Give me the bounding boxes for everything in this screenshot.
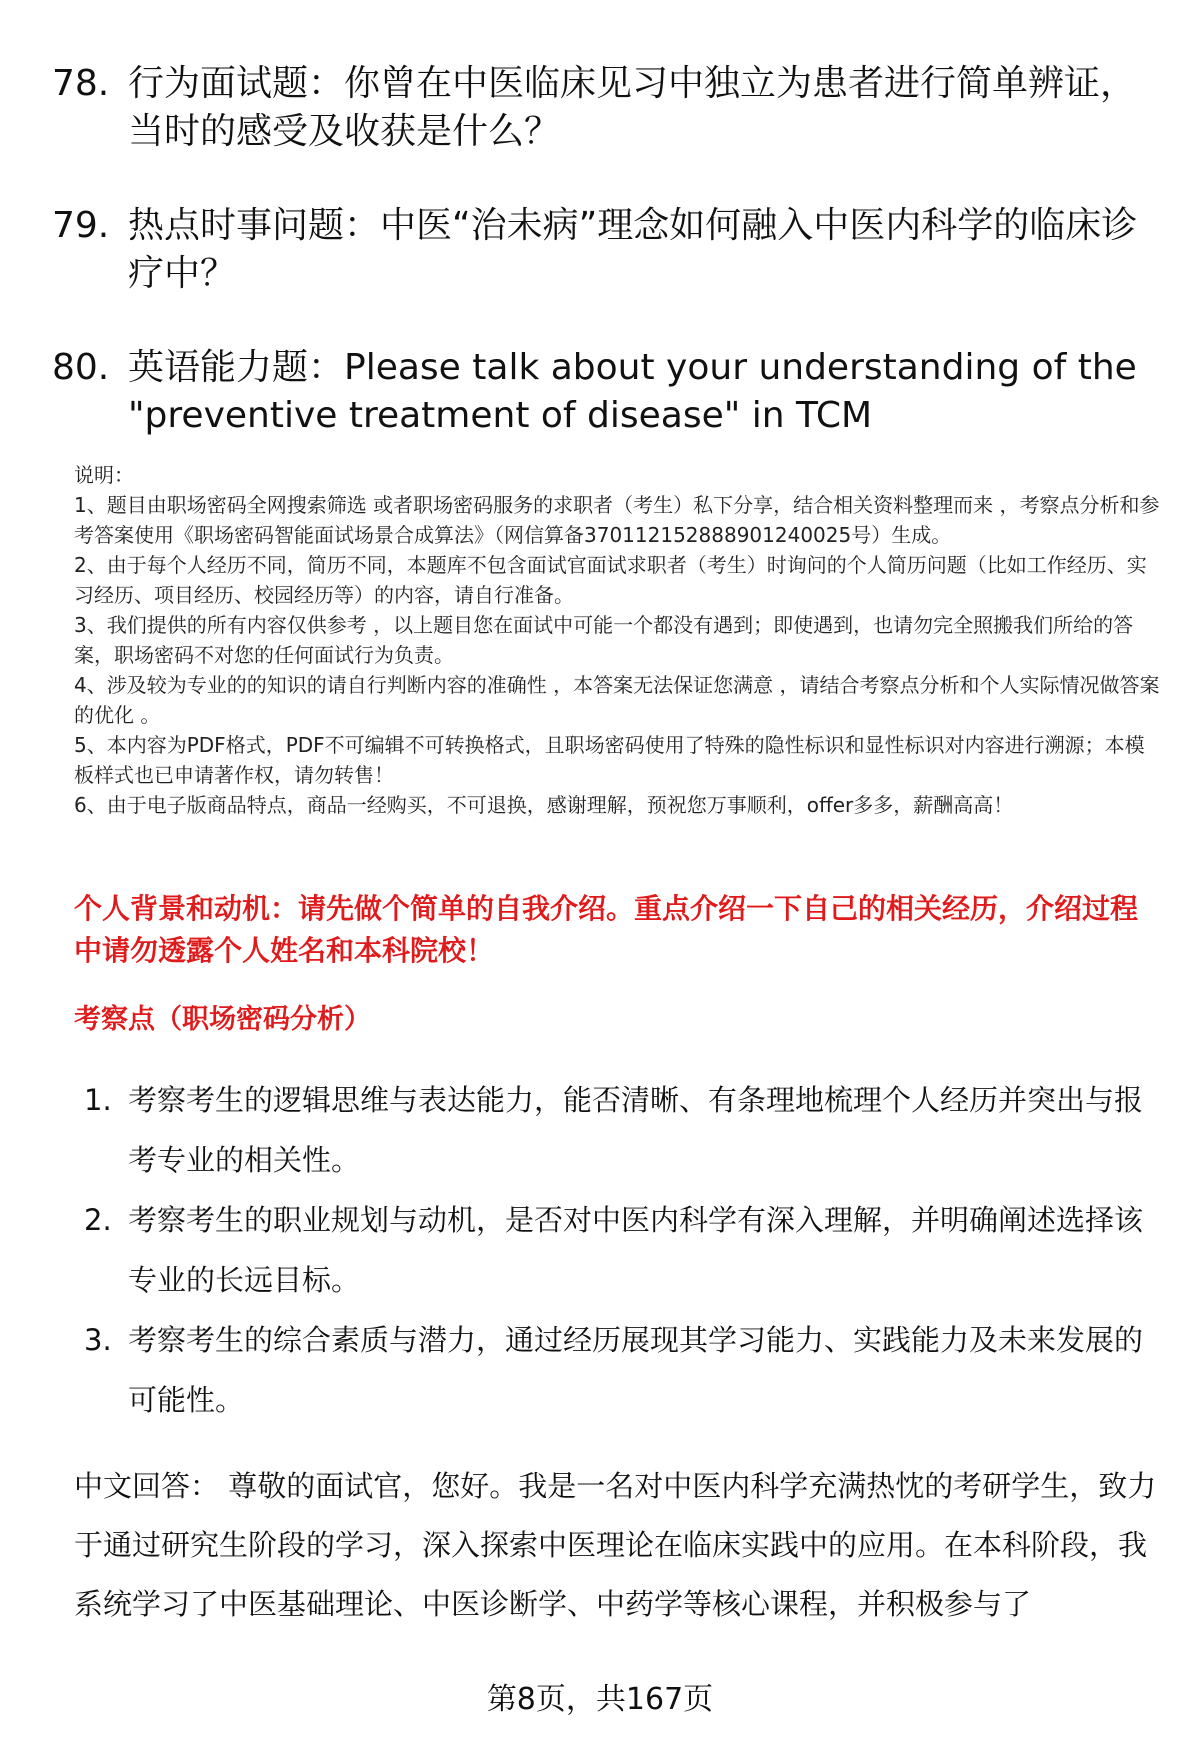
section-heading: 个人背景和动机：请先做个简单的自我介绍。重点介绍一下自己的相关经历，介绍过程中请勿透露个人姓名和本科院校！ bbox=[74, 892, 1139, 967]
page-number: 第8页，共167页 bbox=[486, 1682, 714, 1717]
question-text: 行为面试题：你曾在中医临床见习中独立为患者进行简单辨证，当时的感受及收获是什么？ bbox=[128, 63, 1137, 152]
question-number: 80. bbox=[52, 347, 110, 388]
assessment-text: 考察考生的逻辑思维与表达能力，能否清晰、有条理地梳理个人经历并突出与报考专业的相关性。 bbox=[128, 1083, 1144, 1177]
question-number: 79. bbox=[52, 205, 110, 246]
assessment-text: 考察考生的综合素质与潜力，通过经历展现其学习能力、实践能力及未来发展的可能性。 bbox=[128, 1323, 1144, 1417]
note-item: 2、由于每个人经历不同，简历不同，本题库不包含面试官面试求职者（考生）时询问的个人简历问题（比如工作经历、实习经历、项目经历、校园经历等）的内容，请自行准备。 bbox=[74, 553, 1147, 607]
question-item bbox=[52, 344, 1152, 440]
assessment-number: 2. bbox=[84, 1203, 112, 1237]
assessment-point bbox=[84, 1070, 1154, 1190]
notes-block bbox=[74, 460, 1164, 820]
question-number: 78. bbox=[52, 63, 110, 104]
note-item: 5、本内容为PDF格式，PDF不可编辑不可转换格式，且职场密码使用了特殊的隐性标识和显性标识对内容进行溯源；本模板样式也已申请著作权，请勿转售！ bbox=[74, 733, 1145, 787]
question-text: 热点时事问题：中医“治未病”理念如何融入中医内科学的临床诊疗中？ bbox=[128, 205, 1138, 294]
section-subheading: 考察点（职场密码分析） bbox=[74, 1004, 371, 1035]
assessment-number: 3. bbox=[84, 1323, 112, 1357]
note-item: 1、题目由职场密码全网搜索筛选 或者职场密码服务的求职者（考生）私下分享，结合相关资料整理而来 ，考察点分析和参考答案使用《职场密码智能面试场景合成算法》（网信算备370112152888901240025号）生成。 bbox=[74, 493, 1160, 547]
answer-paragraph: 中文回答： 尊敬的面试官，您好。我是一名对中医内科学充满热忱的考研学生，致力于通过研究生阶段的学习，深入探索中医理论在临床实践中的应用。在本科阶段，我系统学习了中医基础理论、中医诊断学、中药学等核心课程，并积极参与了 bbox=[74, 1469, 1157, 1621]
assessment-point-list bbox=[84, 1070, 1154, 1430]
notes-title: 说明： bbox=[74, 463, 134, 487]
question-item bbox=[52, 60, 1152, 156]
note-item: 3、我们提供的所有内容仅供参考 ，以上题目您在面试中可能一个都没有遇到；即使遇到，也请勿完全照搬我们所给的答案，职场密码不对您的任何面试行为负责。 bbox=[74, 613, 1134, 667]
note-item: 4、涉及较为专业的的知识的请自行判断内容的准确性 ，本答案无法保证您满意 ，请结合考察点分析和个人实际情况做答案的优化 。 bbox=[74, 673, 1160, 727]
assessment-point bbox=[84, 1310, 1154, 1430]
question-item bbox=[52, 202, 1152, 298]
assessment-text: 考察考生的职业规划与动机，是否对中医内科学有深入理解，并明确阐述选择该专业的长远目标。 bbox=[128, 1203, 1144, 1297]
question-text: 英语能力题：Please talk about your understanding of the "preventive treatment of disease" in TCM bbox=[128, 347, 1137, 436]
question-list bbox=[52, 60, 1152, 486]
assessment-number: 1. bbox=[84, 1083, 112, 1117]
assessment-point bbox=[84, 1190, 1154, 1310]
note-item: 6、由于电子版商品特点，商品一经购买，不可退换，感谢理解，预祝您万事顺利，offer多多，薪酬高高！ bbox=[74, 793, 1014, 817]
